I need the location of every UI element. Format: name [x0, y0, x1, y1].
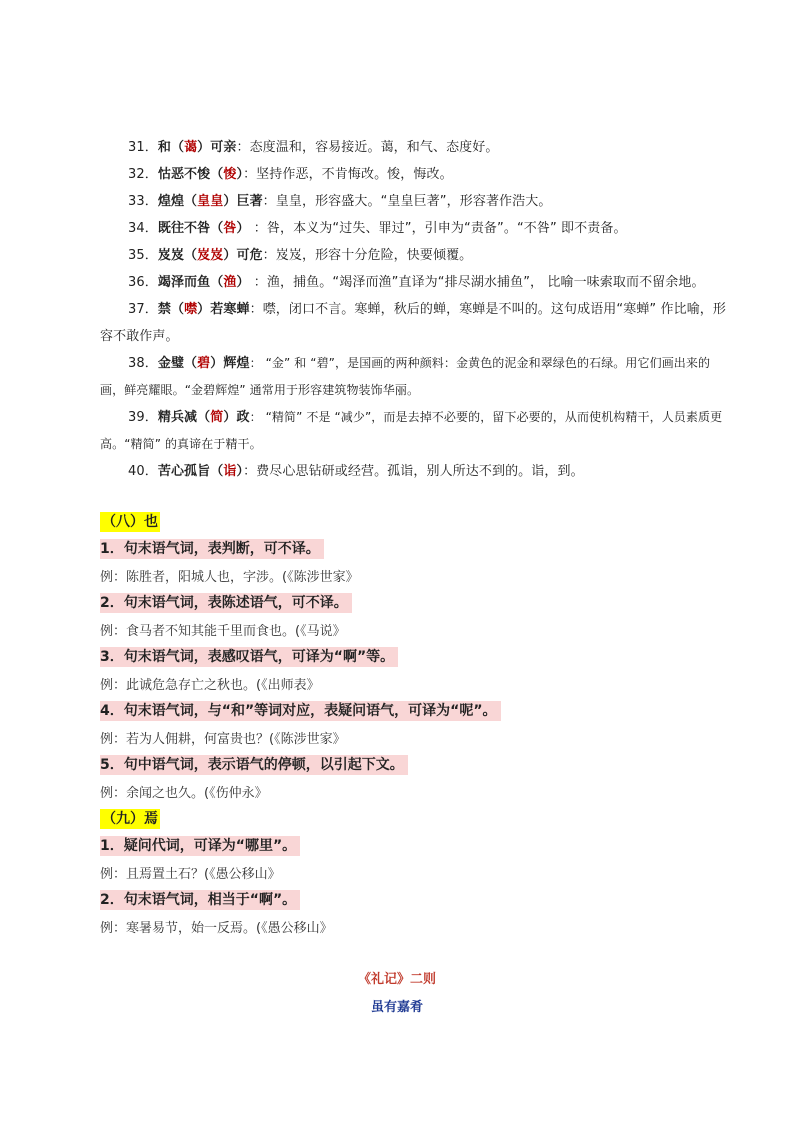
chapter-subtitle: 虽有嘉肴	[370, 1000, 423, 1015]
example-yan-1: 例：且焉置土石？(《愚公移山》	[100, 867, 281, 882]
entry-34: 34．既往不咎（咎） ：咎，本义为“过失、罪过”，引申为“责备”。“不咎” 即不责备。	[128, 221, 627, 236]
entry-37: 37．禁（噤）若寒蝉：噤，闭口不言。寒蝉，秋后的蝉，寒蝉是不叫的。这句成语用“寒蝉” 作比喻，形容不敢作声。	[100, 302, 726, 344]
rule-ye-5: 5．句中语气词，表示语气的停顿，以引起下文。	[100, 755, 408, 775]
rule-yan-1: 1．疑问代词，可译为“哪里”。	[100, 836, 300, 856]
example-ye-1: 例：陈胜者，阳城人也，字涉。(《陈涉世家》	[100, 570, 359, 585]
rule-ye-1: 1．句末语气词，表判断，可不译。	[100, 539, 324, 559]
entry-36: 36．竭泽而鱼（渔） ：渔，捕鱼。“竭泽而渔”直译为“排尽湖水捕鱼”， 比喻一味索取而不留余地。	[128, 275, 705, 290]
rule-ye-4: 4．句末语气词，与“和”等词对应，表疑问语气，可译为“呢”。	[100, 701, 501, 721]
example-ye-2: 例：食马者不知其能千里而食也。(《马说》	[100, 624, 346, 639]
entry-32: 32．怙恶不悛（悛）：坚持作恶，不肯悔改。悛，悔改。	[128, 167, 453, 182]
example-ye-3: 例：此诚危急存亡之秋也。(《出师表》	[100, 678, 320, 693]
example-yan-2: 例：寒暑易节，始一反焉。(《愚公移山》	[100, 921, 333, 936]
rule-ye-2: 2．句末语气词，表陈述语气，可不译。	[100, 593, 352, 613]
entry-31: 31．和（蔼）可亲：态度温和，容易接近。蔼，和气、态度好。	[128, 140, 499, 155]
rule-ye-3: 3．句末语气词，表感叹语气，可译为“啊”等。	[100, 647, 398, 667]
entry-35: 35．岌岌（岌岌）可危：岌岌，形容十分危险，快要倾覆。	[128, 248, 473, 263]
entry-39: 39．精兵减（简）政： “精简” 不是 “减少”，而是去掉不必要的，留下必要的，从而使机构精干，人员素质更高。“精简” 的真谛在于精干。	[100, 410, 723, 451]
entry-33: 33．煌煌（皇皇）巨著：皇皇，形容盛大。“皇皇巨著”，形容著作浩大。	[128, 194, 552, 209]
function-word-sections	[100, 508, 730, 940]
idiom-entries	[100, 134, 730, 485]
rule-yan-2: 2．句末语气词，相当于“啊”。	[100, 890, 300, 910]
section-title-ye: （八）也	[102, 513, 158, 530]
example-ye-4: 例：若为人佣耕，何富贵也？(《陈涉世家》	[100, 732, 346, 747]
example-ye-5: 例：余闻之也久。(《伤仲永》	[100, 786, 268, 801]
entry-38: 38．金璧（碧）辉煌： “金” 和 “碧”，是国画的两种颜料：金黄色的泥金和翠绿色的石绿。用它们画出来的画，鲜亮耀眼。“金碧辉煌” 通常用于形容建筑物装饰华丽。	[100, 356, 711, 397]
entry-40: 40．苦心孤旨（诣）：费尽心思钻研或经营。孤诣，别人所达不到的。诣，到。	[128, 464, 584, 479]
section-title-yan: （九）焉	[102, 810, 158, 827]
chapter-title: 《礼记》二则	[357, 972, 436, 987]
